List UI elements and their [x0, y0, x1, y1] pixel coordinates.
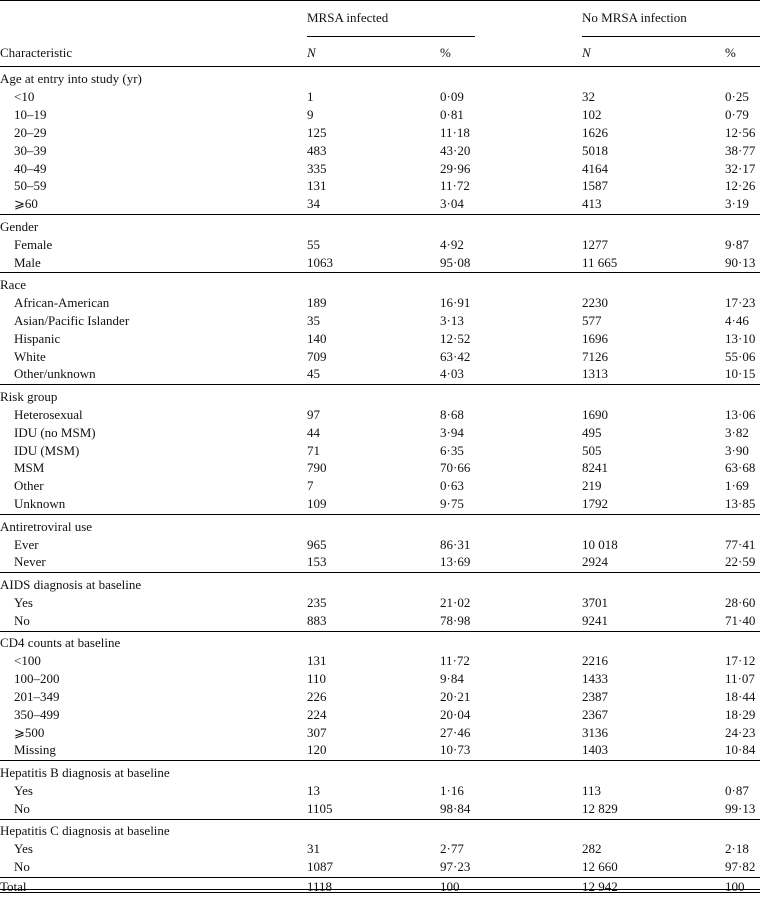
- cell-pct-no-mrsa: 12·26: [725, 178, 756, 194]
- cell-pct-no-mrsa: 0·87: [725, 782, 749, 798]
- cell-pct-mrsa: 3·94: [440, 424, 464, 440]
- cell-n-no-mrsa: 7126: [582, 348, 608, 364]
- cell-n-mrsa: 1: [307, 88, 314, 104]
- header-group1-rule: [307, 36, 475, 37]
- cell-pct-mrsa: 12·52: [440, 330, 471, 346]
- row-label: 350–499: [14, 706, 60, 722]
- cell-n-mrsa: 189: [307, 294, 327, 310]
- cell-pct-no-mrsa: 18·29: [725, 706, 756, 722]
- header-pct2: %: [725, 45, 736, 60]
- group-title: Gender: [0, 218, 39, 234]
- group-title: Hepatitis B diagnosis at baseline: [0, 764, 170, 780]
- row-label: <10: [14, 88, 35, 104]
- row-label: African-American: [14, 294, 110, 310]
- cell-n-mrsa: 44: [307, 424, 320, 440]
- cell-pct-mrsa: 21·02: [440, 594, 471, 610]
- cell-n-mrsa: 709: [307, 348, 327, 364]
- cell-pct-no-mrsa: 0·79: [725, 106, 749, 122]
- cell-pct-mrsa: 3·13: [440, 312, 464, 328]
- cell-pct-mrsa: 10·73: [440, 742, 471, 758]
- cell-pct-mrsa: 13·69: [440, 554, 471, 570]
- cell-pct-mrsa: 9·75: [440, 496, 464, 512]
- cell-n-no-mrsa: 1277: [582, 236, 608, 252]
- cell-n-no-mrsa: 11 665: [582, 254, 618, 270]
- cell-pct-no-mrsa: 13·85: [725, 496, 756, 512]
- row-label: Unknown: [14, 496, 66, 512]
- cell-n-no-mrsa: 1433: [582, 670, 608, 686]
- header-group2-rule: [582, 36, 760, 37]
- row-label: ⩾60: [14, 196, 38, 212]
- total-pct-mrsa: 100: [440, 878, 460, 894]
- cell-pct-mrsa: 27·46: [440, 724, 471, 740]
- row-label: <100: [14, 652, 41, 668]
- cell-pct-mrsa: 16·91: [440, 294, 471, 310]
- group-title: Risk group: [0, 388, 58, 404]
- cell-pct-no-mrsa: 32·17: [725, 160, 756, 176]
- group-separator: [0, 272, 760, 273]
- cell-pct-no-mrsa: 17·23: [725, 294, 756, 310]
- cell-n-mrsa: 97: [307, 406, 320, 422]
- cell-pct-no-mrsa: 77·41: [725, 536, 756, 552]
- cell-pct-mrsa: 4·92: [440, 236, 464, 252]
- cell-n-no-mrsa: 1690: [582, 406, 608, 422]
- cell-pct-no-mrsa: 28·60: [725, 594, 756, 610]
- cell-pct-mrsa: 95·08: [440, 254, 471, 270]
- cell-n-mrsa: 235: [307, 594, 327, 610]
- row-label: MSM: [14, 460, 45, 476]
- cell-n-mrsa: 1087: [307, 858, 333, 874]
- total-pct-no-mrsa: 100: [725, 878, 745, 894]
- row-label: 40–49: [14, 160, 47, 176]
- cell-pct-mrsa: 1·16: [440, 782, 464, 798]
- row-label: 100–200: [14, 670, 60, 686]
- group-separator: [0, 214, 760, 215]
- cell-pct-no-mrsa: 9·87: [725, 236, 749, 252]
- cell-n-no-mrsa: 10 018: [582, 536, 618, 552]
- group-separator: [0, 384, 760, 385]
- row-label: No: [14, 800, 30, 816]
- cell-pct-no-mrsa: 3·90: [725, 442, 749, 458]
- total-separator: [0, 877, 760, 878]
- cell-pct-mrsa: 8·68: [440, 406, 464, 422]
- cell-pct-no-mrsa: 18·44: [725, 688, 756, 704]
- cell-pct-no-mrsa: 71·40: [725, 612, 756, 628]
- cell-n-no-mrsa: 1792: [582, 496, 608, 512]
- cell-pct-no-mrsa: 11·07: [725, 670, 755, 686]
- header-bottom-rule: [0, 66, 760, 67]
- cell-pct-mrsa: 29·96: [440, 160, 471, 176]
- cell-pct-no-mrsa: 22·59: [725, 554, 756, 570]
- cell-n-mrsa: 55: [307, 236, 320, 252]
- total-n-no-mrsa: 12 942: [582, 878, 618, 894]
- cell-pct-mrsa: 11·72: [440, 652, 470, 668]
- row-label: White: [14, 348, 46, 364]
- cell-pct-no-mrsa: 3·82: [725, 424, 749, 440]
- cell-pct-no-mrsa: 55·06: [725, 348, 756, 364]
- cell-n-mrsa: 45: [307, 366, 320, 382]
- cell-n-no-mrsa: 2924: [582, 554, 608, 570]
- cell-n-no-mrsa: 2230: [582, 294, 608, 310]
- cell-pct-mrsa: 11·18: [440, 124, 470, 140]
- cell-n-no-mrsa: 495: [582, 424, 602, 440]
- cell-n-mrsa: 790: [307, 460, 327, 476]
- cell-pct-no-mrsa: 12·56: [725, 124, 756, 140]
- cell-n-no-mrsa: 282: [582, 840, 602, 856]
- cell-n-mrsa: 307: [307, 724, 327, 740]
- row-label: Asian/Pacific Islander: [14, 312, 130, 328]
- bottom-rule-2: [0, 892, 760, 893]
- cell-pct-no-mrsa: 90·13: [725, 254, 756, 270]
- cell-n-mrsa: 110: [307, 670, 327, 686]
- cell-n-no-mrsa: 3701: [582, 594, 608, 610]
- cell-pct-mrsa: 43·20: [440, 142, 471, 158]
- cell-n-no-mrsa: 9241: [582, 612, 608, 628]
- cell-n-no-mrsa: 12 829: [582, 800, 618, 816]
- cell-n-mrsa: 13: [307, 782, 320, 798]
- row-label: IDU (no MSM): [14, 424, 96, 440]
- row-label: Ever: [14, 536, 39, 552]
- group-separator: [0, 631, 760, 632]
- group-title: Antiretroviral use: [0, 518, 93, 534]
- cell-pct-mrsa: 0·63: [440, 478, 464, 494]
- cell-pct-mrsa: 70·66: [440, 460, 471, 476]
- cell-n-no-mrsa: 4164: [582, 160, 608, 176]
- header-group2: No MRSA infection: [582, 10, 687, 25]
- row-label: Heterosexual: [14, 406, 83, 422]
- cell-pct-mrsa: 4·03: [440, 366, 464, 382]
- cell-n-no-mrsa: 2367: [582, 706, 608, 722]
- row-label: No: [14, 612, 30, 628]
- row-label: Other: [14, 478, 44, 494]
- cell-pct-mrsa: 86·31: [440, 536, 471, 552]
- header-group1: MRSA infected: [307, 10, 389, 25]
- cell-n-no-mrsa: 505: [582, 442, 602, 458]
- cell-n-mrsa: 1063: [307, 254, 333, 270]
- cell-pct-mrsa: 0·09: [440, 88, 464, 104]
- group-title: Hepatitis C diagnosis at baseline: [0, 823, 170, 838]
- cell-n-no-mrsa: 1626: [582, 124, 608, 140]
- cell-pct-mrsa: 2·77: [440, 840, 464, 856]
- header-pct1: %: [440, 45, 451, 60]
- cell-pct-mrsa: 78·98: [440, 612, 471, 628]
- cell-pct-mrsa: 97·23: [440, 858, 471, 874]
- row-label: Yes: [14, 840, 33, 856]
- cell-n-mrsa: 335: [307, 160, 327, 176]
- row-label: 10–19: [14, 106, 47, 122]
- group-separator: [0, 572, 760, 573]
- cell-n-mrsa: 483: [307, 142, 327, 158]
- cell-n-mrsa: 1105: [307, 800, 333, 816]
- cell-pct-no-mrsa: 3·19: [725, 196, 749, 212]
- cell-n-no-mrsa: 413: [582, 196, 602, 212]
- cell-n-no-mrsa: 1696: [582, 330, 608, 346]
- row-label: Never: [14, 554, 46, 570]
- cell-n-mrsa: 71: [307, 442, 320, 458]
- total-label: Total: [0, 878, 27, 894]
- cell-pct-mrsa: 9·84: [440, 670, 464, 686]
- cell-pct-mrsa: 11·72: [440, 178, 470, 194]
- cell-n-mrsa: 883: [307, 612, 327, 628]
- cell-pct-mrsa: 3·04: [440, 196, 464, 212]
- cell-n-mrsa: 140: [307, 330, 327, 346]
- cell-pct-no-mrsa: 10·84: [725, 742, 756, 758]
- group-separator: [0, 819, 760, 820]
- row-label: ⩾500: [14, 724, 45, 740]
- cell-pct-no-mrsa: 0·25: [725, 88, 749, 104]
- cell-n-no-mrsa: 1587: [582, 178, 608, 194]
- cell-n-mrsa: 224: [307, 706, 327, 722]
- cell-pct-no-mrsa: 38·77: [725, 142, 756, 158]
- cell-n-no-mrsa: 1313: [582, 366, 608, 382]
- cell-n-no-mrsa: 2387: [582, 688, 608, 704]
- cell-pct-no-mrsa: 4·46: [725, 312, 749, 328]
- group-title: CD4 counts at baseline: [0, 635, 121, 650]
- group-title: AIDS diagnosis at baseline: [0, 576, 142, 592]
- cell-n-mrsa: 31: [307, 840, 320, 856]
- cell-n-no-mrsa: 577: [582, 312, 602, 328]
- cell-pct-no-mrsa: 97·82: [725, 858, 756, 874]
- cell-pct-no-mrsa: 2·18: [725, 840, 749, 856]
- cell-n-no-mrsa: 5018: [582, 142, 608, 158]
- cell-pct-mrsa: 98·84: [440, 800, 471, 816]
- cell-n-mrsa: 965: [307, 536, 327, 552]
- cell-n-mrsa: 120: [307, 742, 327, 758]
- cell-n-no-mrsa: 12 660: [582, 858, 618, 874]
- cell-n-no-mrsa: 3136: [582, 724, 608, 740]
- cell-n-no-mrsa: 8241: [582, 460, 608, 476]
- cell-n-no-mrsa: 102: [582, 106, 602, 122]
- cell-pct-no-mrsa: 1·69: [725, 478, 749, 494]
- cell-n-mrsa: 35: [307, 312, 320, 328]
- row-label: Yes: [14, 782, 33, 798]
- cell-pct-mrsa: 0·81: [440, 106, 464, 122]
- row-label: 20–29: [14, 124, 47, 140]
- cell-n-no-mrsa: 113: [582, 782, 602, 798]
- row-label: Hispanic: [14, 330, 61, 346]
- cell-n-no-mrsa: 32: [582, 88, 595, 104]
- cell-pct-no-mrsa: 13·06: [725, 406, 756, 422]
- group-title: Race: [0, 276, 26, 292]
- group-title: Age at entry into study (yr): [0, 71, 142, 86]
- cell-n-mrsa: 226: [307, 688, 327, 704]
- cell-pct-no-mrsa: 10·15: [725, 366, 756, 382]
- header-n1: N: [307, 45, 316, 60]
- cell-n-mrsa: 125: [307, 124, 327, 140]
- top-rule: [0, 0, 760, 1]
- cell-n-no-mrsa: 219: [582, 478, 602, 494]
- row-label: 201–349: [14, 688, 60, 704]
- cell-pct-no-mrsa: 99·13: [725, 800, 756, 816]
- header-characteristic: Characteristic: [0, 45, 73, 60]
- group-separator: [0, 514, 760, 515]
- cell-pct-no-mrsa: 24·23: [725, 724, 756, 740]
- row-label: Female: [14, 236, 53, 252]
- cell-n-no-mrsa: 2216: [582, 652, 608, 668]
- group-separator: [0, 760, 760, 761]
- cell-pct-mrsa: 6·35: [440, 442, 464, 458]
- row-label: Yes: [14, 594, 33, 610]
- row-label: No: [14, 858, 30, 874]
- cell-n-mrsa: 34: [307, 196, 320, 212]
- cell-pct-no-mrsa: 63·68: [725, 460, 756, 476]
- row-label: Male: [14, 254, 41, 270]
- cell-n-mrsa: 7: [307, 478, 314, 494]
- cell-pct-mrsa: 63·42: [440, 348, 471, 364]
- cell-n-mrsa: 131: [307, 652, 327, 668]
- header-n2: N: [582, 45, 591, 60]
- row-label: 50–59: [14, 178, 47, 194]
- cell-pct-mrsa: 20·21: [440, 688, 471, 704]
- cell-pct-no-mrsa: 13·10: [725, 330, 756, 346]
- cell-pct-no-mrsa: 17·12: [725, 652, 756, 668]
- cell-n-mrsa: 131: [307, 178, 327, 194]
- cell-n-no-mrsa: 1403: [582, 742, 608, 758]
- row-label: IDU (MSM): [14, 442, 80, 458]
- cell-n-mrsa: 109: [307, 496, 327, 512]
- cell-n-mrsa: 153: [307, 554, 327, 570]
- cell-pct-mrsa: 20·04: [440, 706, 471, 722]
- bottom-rule-1: [0, 889, 760, 890]
- row-label: Other/unknown: [14, 366, 96, 382]
- cell-n-mrsa: 9: [307, 106, 314, 122]
- row-label: Missing: [14, 742, 56, 758]
- row-label: 30–39: [14, 142, 47, 158]
- total-n-mrsa: 1118: [307, 878, 333, 894]
